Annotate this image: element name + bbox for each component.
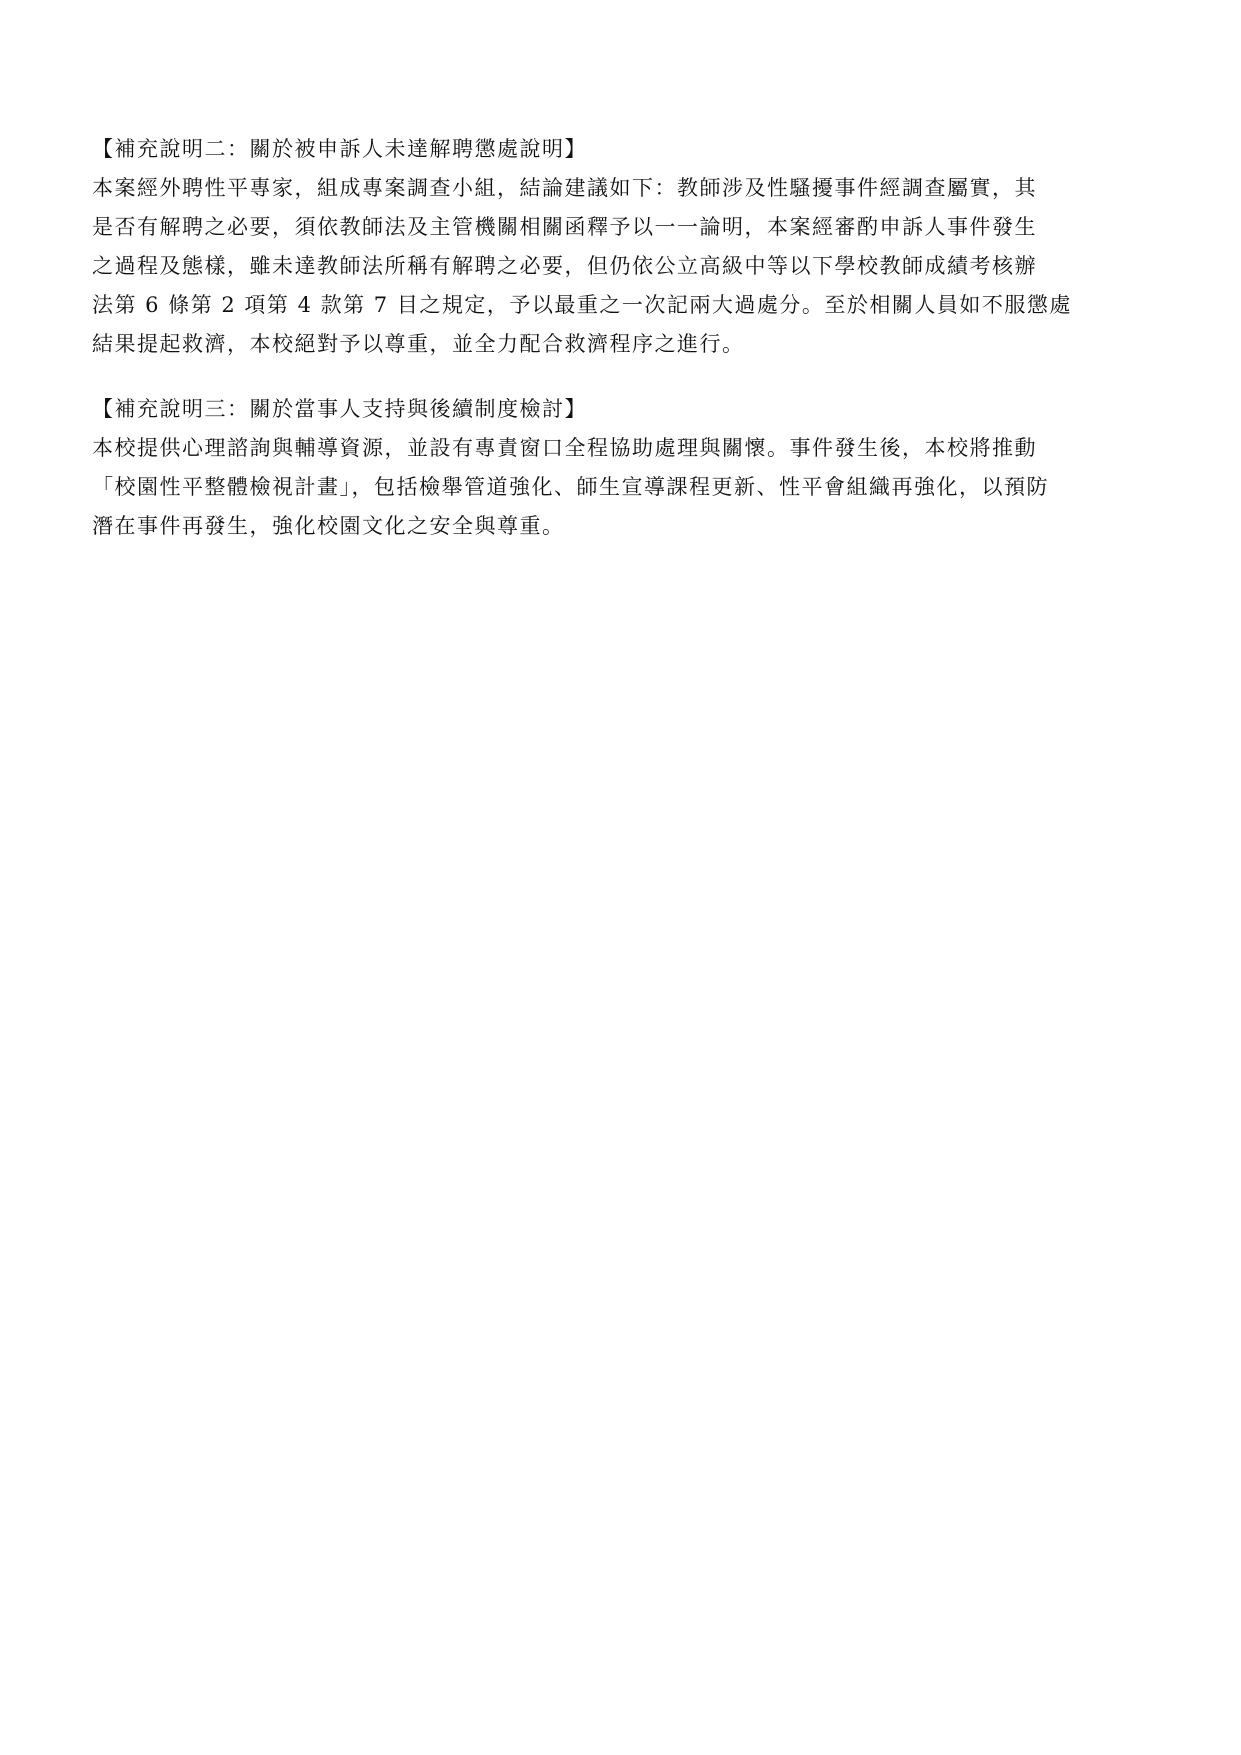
paragraph-line: 本校提供心理諮詢與輔導資源，並設有專責窗口全程協助處理與關懷。事件發生後，本校將推動	[92, 436, 1037, 460]
section-supplement-two	[92, 130, 1162, 364]
paragraph-line: 之過程及態樣，雖未達教師法所稱有解聘之必要，但仍依公立高級中等以下學校教師成績考核辦	[92, 254, 1037, 278]
paragraph-line: 法第 6 條第 2 項第 4 款第 7 目之規定，予以最重之一次記兩大過處分。至於相關人員如不服懲處	[92, 293, 1072, 317]
paragraph-line: 潛在事件再發生，強化校園文化之安全與尊重。	[92, 514, 565, 538]
paragraph-line: 本案經外聘性平專家，組成專案調查小組，結論建議如下：教師涉及性騷擾事件經調查屬實，其	[92, 176, 1037, 200]
paragraph-line: 是否有解聘之必要，須依教師法及主管機關相關函釋予以一一論明，本案經審酌申訴人事件發生	[92, 215, 1037, 239]
section-heading: 【補充說明二：關於被申訴人未達解聘懲處說明】	[92, 137, 587, 161]
section-heading: 【補充說明三：關於當事人支持與後續制度檢討】	[92, 397, 587, 421]
paragraph-line: 「校園性平整體檢視計畫」，包括檢舉管道強化、師生宣導課程更新、性平會組織再強化，以預防	[92, 475, 1049, 499]
document-body	[92, 130, 1162, 572]
paragraph-line: 結果提起救濟，本校絕對予以尊重，並全力配合救濟程序之進行。	[92, 332, 745, 356]
section-supplement-three	[92, 390, 1162, 546]
